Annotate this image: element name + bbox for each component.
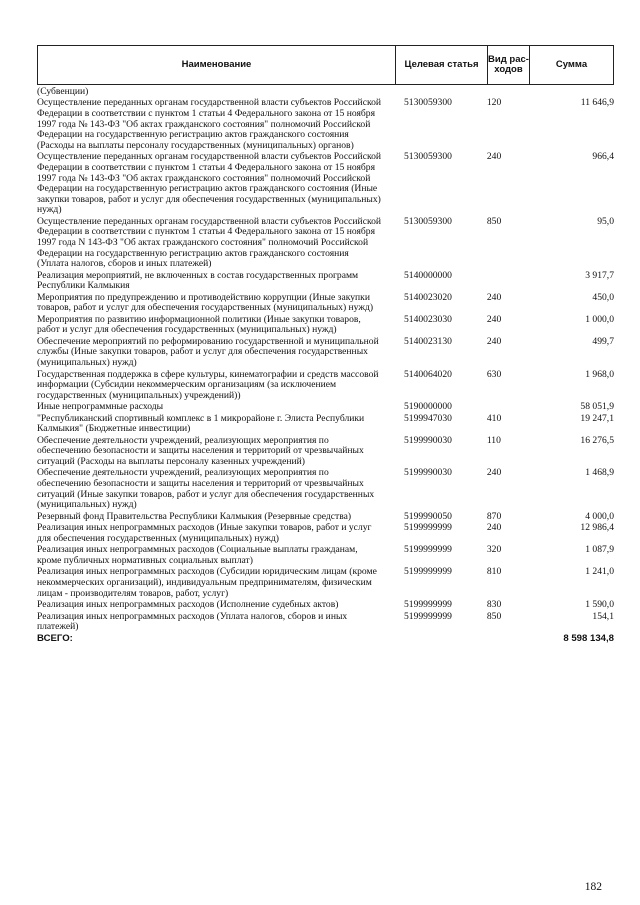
- header-sum: Сумма: [555, 59, 588, 70]
- row-target-article: 5199990030: [403, 434, 452, 446]
- row-name: Иные непрограммные расходы: [37, 401, 164, 413]
- row-target-article: 5199947030: [403, 412, 452, 424]
- row-target-article: 5199999999: [403, 522, 452, 534]
- row-expense-type: 240: [486, 313, 502, 325]
- row-name: Реализация иных непрограммных расходов (Исполнение судебных актов): [37, 599, 339, 611]
- row-target-article: 5140023030: [403, 313, 452, 325]
- table-row: [37, 512, 614, 523]
- row-sum: 58 051,9: [580, 401, 614, 413]
- row-name: Реализация иных непрограммных расходов (Социальные выплаты гражданам, кроме публичных нормативных социальных выплат): [37, 544, 358, 566]
- row-expense-type: 240: [486, 467, 502, 479]
- table-row: [37, 152, 614, 216]
- row-name: Осуществление переданных органам государственной власти субъектов Российской Федерации в соответствии с пунктом 1 статьи 4 Федерального закона от 15 ноября 1997 года № 143-ФЗ "Об актах гражданского состояния" полномочий Российской Федерации на государственную регистрацию актов гражданского состояния (Расходы на выплаты персоналу государственных (муниципальных) органов): [37, 97, 382, 151]
- row-sum: 1 000,0: [585, 313, 614, 325]
- header-expense-type: Вид рас-ходов: [488, 46, 530, 84]
- row-target-article: 5130059300: [403, 215, 452, 227]
- row-expense-type: 410: [486, 412, 502, 424]
- row-name: (Субвенции): [37, 86, 89, 97]
- row-expense-type: 120: [486, 97, 502, 109]
- table-row: [37, 315, 614, 336]
- table-row: [37, 87, 614, 98]
- table-row: [37, 523, 614, 544]
- row-target-article: 5199999999: [403, 544, 452, 556]
- row-name: Обеспечение деятельности учреждений, реализующих мероприятия по обеспечению безопасности и защиты населения и территорий от чрезвычайных ситуаций (Расходы на выплаты персоналу казенных учреждений): [37, 434, 364, 467]
- row-sum: 1 468,9: [585, 467, 614, 479]
- row-sum: 499,7: [592, 335, 614, 347]
- row-sum: 95,0: [597, 215, 614, 227]
- row-target-article: 5199990050: [403, 510, 452, 522]
- row-expense-type: 240: [486, 335, 502, 347]
- table-row: [37, 217, 614, 270]
- row-target-article: 5140064020: [403, 368, 452, 380]
- table-row: [37, 402, 614, 413]
- row-name: Резервный фонд Правительства Республики Калмыкия (Резервные средства): [37, 510, 352, 522]
- table-row: [37, 370, 614, 402]
- row-name: Реализация иных непрограммных расходов (Субсидии юридическим лицам (кроме некоммерческих организаций), индивидуальным предпринимателям, физическим лицам - производителям товаров, работ, услуг): [37, 566, 377, 599]
- total-label: ВСЕГО:: [37, 632, 73, 644]
- row-target-article: 5130059300: [403, 97, 452, 109]
- row-name: Обеспечение деятельности учреждений, реализующих мероприятия по обеспечению безопасности и защиты населения и территорий от чрезвычайных ситуаций (Иные закупки товаров, работ и услуг для обеспечения государственных (муниципальных) нужд): [37, 467, 375, 511]
- row-name: Мероприятия по развитию информационной политики (Иные закупки товаров, работ и услуг для обеспечения государственных (муниципальных) нужд): [37, 313, 361, 336]
- row-name: Мероприятия по предупреждению и противодействию коррупции (Иные закупки товаров, работ и услуг для обеспечения государственных (муниципальных) нужд): [37, 291, 374, 314]
- row-sum: 966,4: [592, 151, 614, 163]
- row-sum: 3 917,7: [585, 269, 614, 281]
- page-number: 182: [584, 881, 602, 893]
- row-expense-type: 240: [486, 522, 502, 534]
- row-name: Реализация мероприятий, не включенных в состав государственных программ Республики Калмыкия: [37, 269, 359, 292]
- header-name: Наименование: [38, 46, 396, 84]
- table-header: [37, 45, 614, 85]
- row-expense-type: 870: [486, 510, 502, 522]
- row-target-article: 5140023020: [403, 291, 452, 303]
- table-row: [37, 337, 614, 369]
- row-sum: 1 590,0: [585, 599, 614, 611]
- table-row: [37, 567, 614, 599]
- table-row: [37, 293, 614, 314]
- table-row: [37, 545, 614, 566]
- table-row: [37, 98, 614, 151]
- table-row: [37, 468, 614, 510]
- row-name: Осуществление переданных органам государственной власти субъектов Российской Федерации в соответствии с пунктом 1 статьи 4 Федерального закона от 15 ноября 1997 года № 143-ФЗ "Об актах гражданского состояния" полномочий Российской Федерации на государственную регистрацию актов гражданского состояния (Иные закупки товаров, работ и услуг для обеспечения государственных (муниципальных) нужд): [37, 151, 382, 216]
- row-name: "Республиканский спортивный комплекс в 1 микрорайоне г. Элиста Республики Калмыкия" (Бюджетные инвестиции): [37, 412, 365, 435]
- total-sum: 8 598 134,8: [563, 632, 614, 644]
- row-sum: 4 000,0: [585, 510, 614, 522]
- row-target-article: 5199999999: [403, 566, 452, 578]
- row-name: Осуществление переданных органам государственной власти субъектов Российской Федерации в соответствии с пунктом 1 статьи 4 Федерального закона от 15 ноября 1997 года N 143-ФЗ "Об актах гражданского состояния" полномочий Российской Федерации на государственную регистрацию актов гражданского состояния (Уплата налогов, сборов и иных платежей): [37, 215, 382, 270]
- table-row: [37, 612, 614, 633]
- row-sum: 12 986,4: [580, 522, 614, 534]
- row-sum: 1 968,0: [585, 368, 614, 380]
- row-name: Реализация иных непрограммных расходов (Иные закупки товаров, работ и услуг для обеспечения государственных (муниципальных) нужд): [37, 522, 372, 544]
- row-name: Обеспечение мероприятий по реформированию государственной и муниципальной службы (Иные закупки товаров, работ и услуг для обеспечения государственных (муниципальных) нужд): [37, 335, 379, 369]
- row-sum: 1 241,0: [585, 566, 614, 578]
- table-row: [37, 271, 614, 292]
- row-target-article: 5199999999: [403, 599, 452, 611]
- table-row: [37, 436, 614, 468]
- table-body: [37, 87, 614, 645]
- row-sum: 19 247,1: [580, 412, 614, 424]
- row-expense-type: 850: [486, 215, 502, 227]
- row-expense-type: 830: [486, 599, 502, 611]
- row-target-article: 5199990030: [403, 467, 452, 479]
- row-name: Реализация иных непрограммных расходов (Уплата налогов, сборов и иных платежей): [37, 610, 348, 633]
- row-expense-type: 110: [486, 434, 501, 446]
- row-target-article: 5130059300: [403, 151, 452, 163]
- row-expense-type: 240: [486, 291, 502, 303]
- table-row: [37, 600, 614, 611]
- row-expense-type: 320: [486, 544, 502, 556]
- total-row: [37, 634, 614, 645]
- row-target-article: 5140000000: [403, 269, 452, 281]
- row-target-article: 5140023130: [403, 335, 452, 347]
- row-target-article: 5190000000: [403, 401, 452, 413]
- row-sum: 16 276,5: [580, 434, 614, 446]
- row-expense-type: 850: [486, 610, 502, 622]
- row-sum: 154,1: [592, 610, 614, 622]
- row-target-article: 5199999999: [403, 610, 452, 622]
- row-expense-type: 630: [486, 368, 502, 380]
- table-row: [37, 414, 614, 435]
- row-name: Государственная поддержка в сфере культуры, кинематографии и средств массовой информации (Субсидии некоммерческим организациям (за исключением государственных (муниципальных) учреждений)): [37, 368, 379, 401]
- row-expense-type: 810: [486, 566, 502, 578]
- header-target-article: Целевая статья: [396, 46, 488, 84]
- row-sum: 450,0: [592, 291, 614, 303]
- row-sum: 11 646,9: [580, 97, 614, 109]
- row-sum: 1 087,9: [585, 544, 614, 556]
- row-expense-type: 240: [486, 151, 502, 163]
